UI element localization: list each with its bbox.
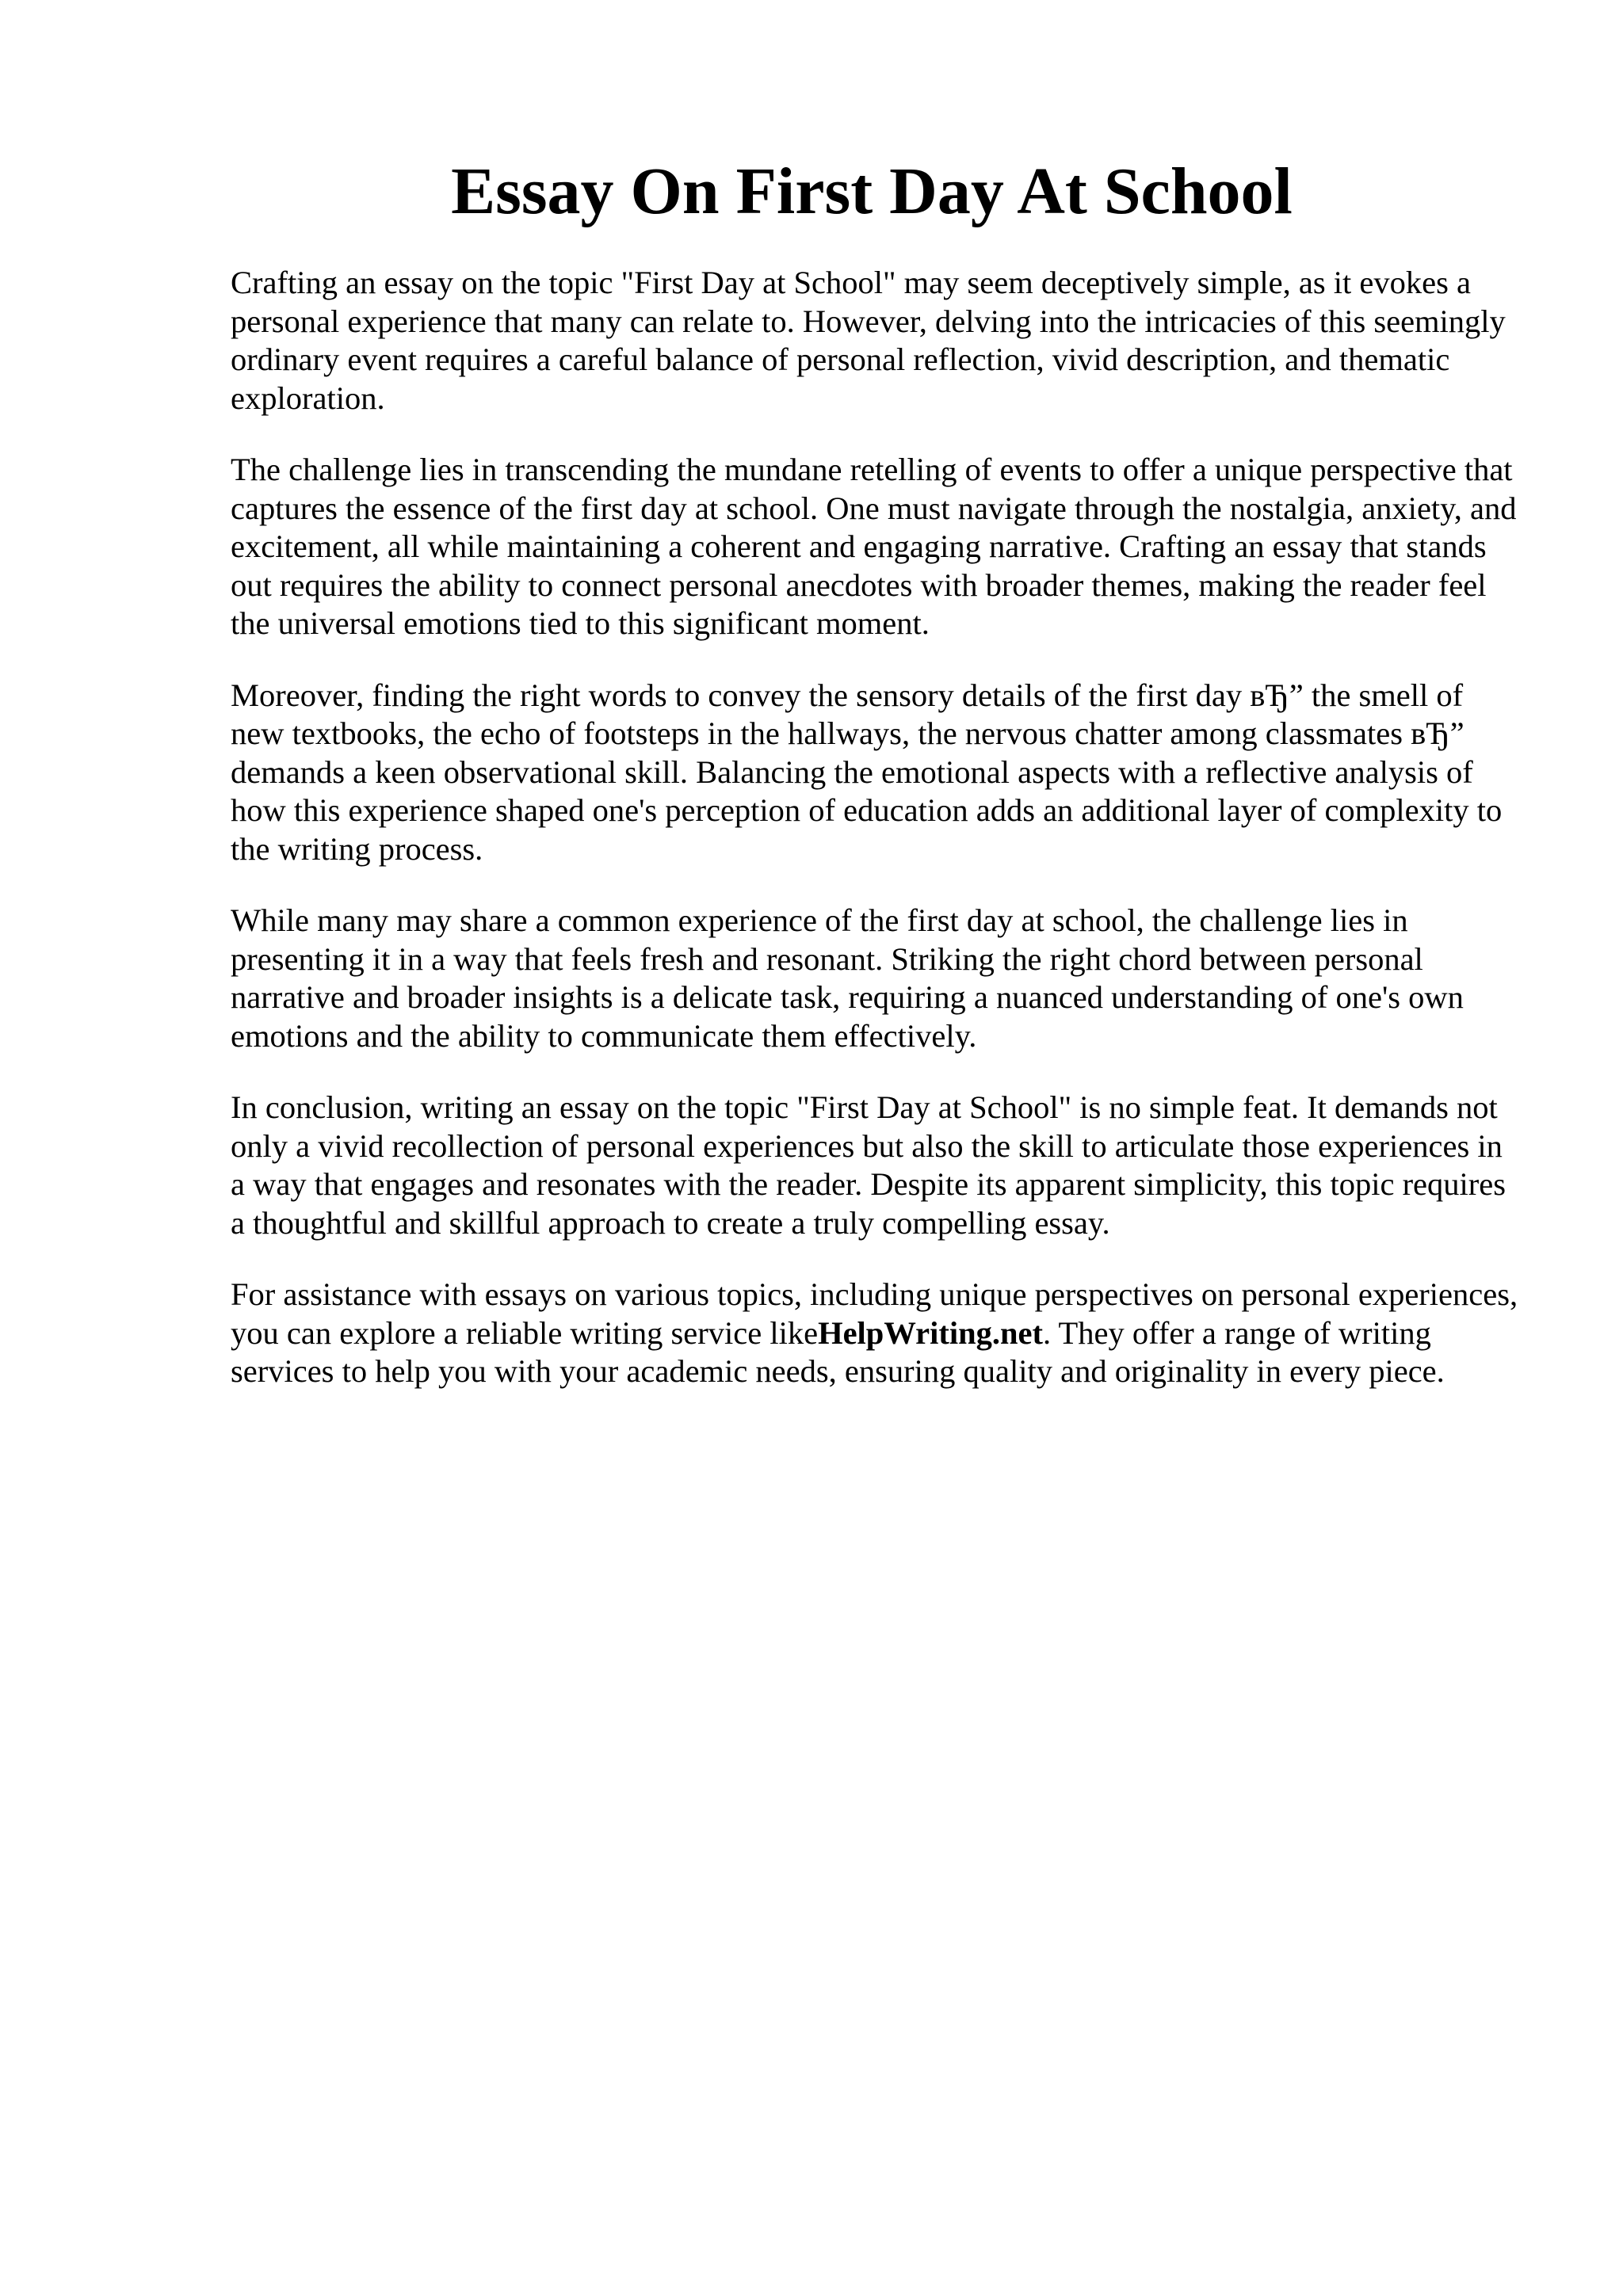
paragraph-conclusion: In conclusion, writing an essay on the topic "First Day at School" is no simple feat. It demands not only a vivid recollection of personal experiences but also the skill to articulate those experiences in a way that engages and resonates with the reader. Despite its apparent simplicity, this topic requires a thoughtful and skillful approach to create a truly compelling essay.: [231, 1089, 1507, 1241]
paragraph-shared-experience: While many may share a common experience of the first day at school, the challenge lies in presenting it in a way that feels fresh and resonant. Striking the right chord between personal narrative and broader insights is a delicate task, requiring a nuanced understanding of one's own emotions and the ability to communicate them effectively.: [231, 902, 1464, 1054]
closing-text-before-link: For assistance with essays on various topics, including unique perspectives on personal experiences, you can explore a reliable writing service like: [231, 1276, 1518, 1351]
page-title: Essay On First Day At School: [451, 154, 1293, 228]
paragraph-challenge: The challenge lies in transcending the mundane retelling of events to offer a unique perspective that captures the essence of the first day at school. One must navigate through the nostalgia, anxiety, and excitement, all while maintaining a coherent and engaging narrative. Crafting an essay that stands out requires the ability to connect personal anecdotes with broader themes, making the reader feel the universal emotions tied to this significant moment.: [231, 452, 1517, 641]
essay-body: [231, 264, 1518, 1425]
closing-text-after-link: . They offer a range of writing services to help you with your academic needs, ensuring quality and originality in every piece.: [231, 1314, 1445, 1389]
paragraph-intro: Crafting an essay on the topic "First Day at School" may seem deceptively simple, as it evokes a personal experience that many can relate to. However, delving into the intricacies of this seemingly ordinary event requires a careful balance of personal reflection, vivid description, and thematic exploration.: [231, 265, 1506, 416]
helpwriting-link[interactable]: HelpWriting.net: [818, 1314, 1043, 1351]
paragraph-closing: [231, 1276, 1518, 1391]
paragraph-sensory-details: Moreover, finding the right words to convey the sensory details of the first day вЂ” the smell of new textbooks, the echo of footsteps in the hallways, the nervous chatter among classmates вЂ” demands a keen observational skill. Balancing the emotional aspects with a reflective analysis of how this experience shaped one's perception of education adds an additional layer of complexity to the writing process.: [231, 677, 1503, 867]
